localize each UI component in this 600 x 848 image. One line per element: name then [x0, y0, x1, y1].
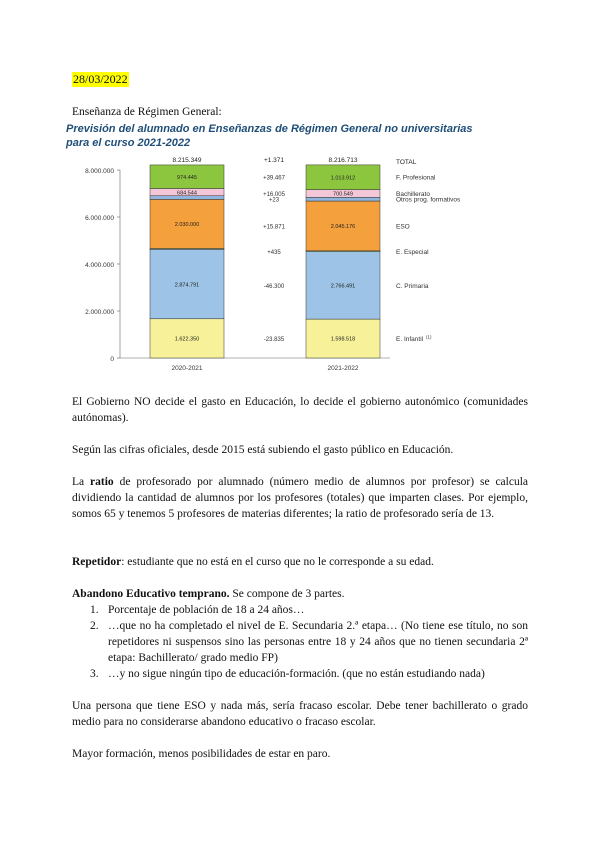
list-item [72, 618, 528, 666]
diff-label: +15.871 [263, 224, 285, 231]
legend-label: Bachillerato [396, 190, 430, 198]
chart-title [66, 122, 486, 150]
paragraph-formacion: Mayor formación, menos posibilidades de estar en paro. [72, 748, 331, 760]
y-tick-label: 0 [110, 356, 114, 363]
ratio-bold: ratio [90, 476, 114, 488]
list-number: 3. [90, 668, 99, 680]
diff-label: +23 [268, 197, 280, 204]
abandono-text: Se compone de 3 partes. [229, 588, 345, 600]
list-item [72, 602, 528, 618]
section-title: Enseñanza de Régimen General: [72, 106, 222, 118]
legend-label: Otros prog. formativos [396, 196, 461, 204]
list-text: Porcentaje de población de 18 a 24 años… [108, 604, 305, 616]
list-item [72, 666, 528, 682]
paragraph-ratio [72, 474, 528, 522]
bar-value-label: 684.544 [177, 190, 197, 197]
diff-label: -23.835 [263, 337, 285, 344]
bar-value-label: 2.030.000 [174, 222, 200, 229]
bar-total-label: 8.215.349 [172, 156, 202, 164]
bar-total-label: 8.216.713 [328, 156, 358, 164]
diff-label: -46.300 [263, 283, 285, 290]
list-number: 2. [90, 620, 99, 632]
paragraph-repetidor [72, 554, 528, 570]
legend-label: ESO [396, 223, 410, 231]
total-label: TOTAL [396, 158, 417, 166]
abandono-bold: Abandono Educativo temprano. [72, 588, 230, 600]
bar-value-label: 974.445 [177, 174, 197, 181]
bar-value-label: 700.549 [333, 191, 353, 198]
legend-note: (1) [426, 334, 432, 340]
bar-value-label: 2.045.176 [330, 224, 356, 231]
list-text: …y no sigue ningún tipo de educación-formación. (que no están estudiando nada) [108, 668, 485, 680]
repetidor-bold: Repetidor [72, 556, 122, 568]
ratio-pre: La [72, 476, 85, 488]
bar-value-label: 2.766.491 [330, 283, 356, 290]
list-number: 1. [90, 604, 99, 616]
date-highlight: 28/03/2022 [73, 72, 128, 86]
bar-value-label: 1.598.518 [330, 336, 356, 343]
diff-label: +39.467 [263, 175, 285, 182]
legend-label: E. Infantil [396, 336, 424, 344]
ratio-post: de profesorado por alumnado (número medio de alumnos por profesor) se calcula dividiendo la cantidad de alumnos por los profesores (totales) que imparten clases. Por ejemplo, somos 65 y tenemos 5 profesores de materias diferentes; la ratio de profesorado sería de 13. [72, 476, 529, 520]
bar-segment [306, 197, 380, 201]
legend-label: E. Especial [396, 248, 429, 256]
chart-title-line2: para el curso 2021-2022 [66, 137, 191, 149]
bar-value-label: 2.874.791 [174, 282, 200, 289]
diff-label: +16.005 [263, 191, 285, 198]
diff-label: +435 [267, 249, 281, 256]
paragraph-cifras: Según las cifras oficiales, desde 2015 está subiendo el gasto público en Educación. [72, 444, 454, 456]
x-tick-label: 2021-2022 [327, 365, 359, 372]
bar-value-label: 1.622.350 [174, 336, 200, 343]
list-text: …que no ha completado el nivel de E. Secundaria 2.ª etapa… (No tiene ese título, no son repetidores ni suspensos sino las personas entre 18 y 24 años que no tienen secundaria 2ª etapa: Bachillerato/ grado medio FP) [108, 620, 528, 664]
paragraph-gobierno: El Gobierno NO decide el gasto en Educación, lo decide el gobierno autonómico (comunidades autónomas). [72, 396, 528, 424]
y-tick-label: 2.000.000 [85, 309, 114, 316]
chart-title-line1: Previsión del alumnado en Enseñanzas de Régimen General no universitarias [66, 123, 473, 135]
legend-label: F. Profesional [396, 174, 436, 182]
repetidor-text: : estudiante que no está en el curso que no le corresponde a su edad. [121, 556, 434, 568]
x-tick-label: 2020-2021 [171, 365, 203, 372]
legend-label: C. Primaria [396, 282, 429, 290]
paragraph-fracaso: Una persona que tiene ESO y nada más, sería fracaso escolar. Debe tener bachillerato o grado medio para no considerarse abandono educativo o fracaso escolar. [72, 700, 528, 728]
y-tick-label: 6.000.000 [85, 215, 114, 222]
y-tick-label: 8.000.000 [85, 168, 114, 175]
bar-value-label: 1.013.912 [330, 175, 356, 182]
abandono-list [72, 602, 528, 682]
stacked-bar-chart [66, 152, 466, 374]
paragraph-abandono [72, 586, 528, 602]
y-tick-label: 4.000.000 [85, 262, 114, 269]
total-diff-label: +1.371 [263, 156, 285, 164]
